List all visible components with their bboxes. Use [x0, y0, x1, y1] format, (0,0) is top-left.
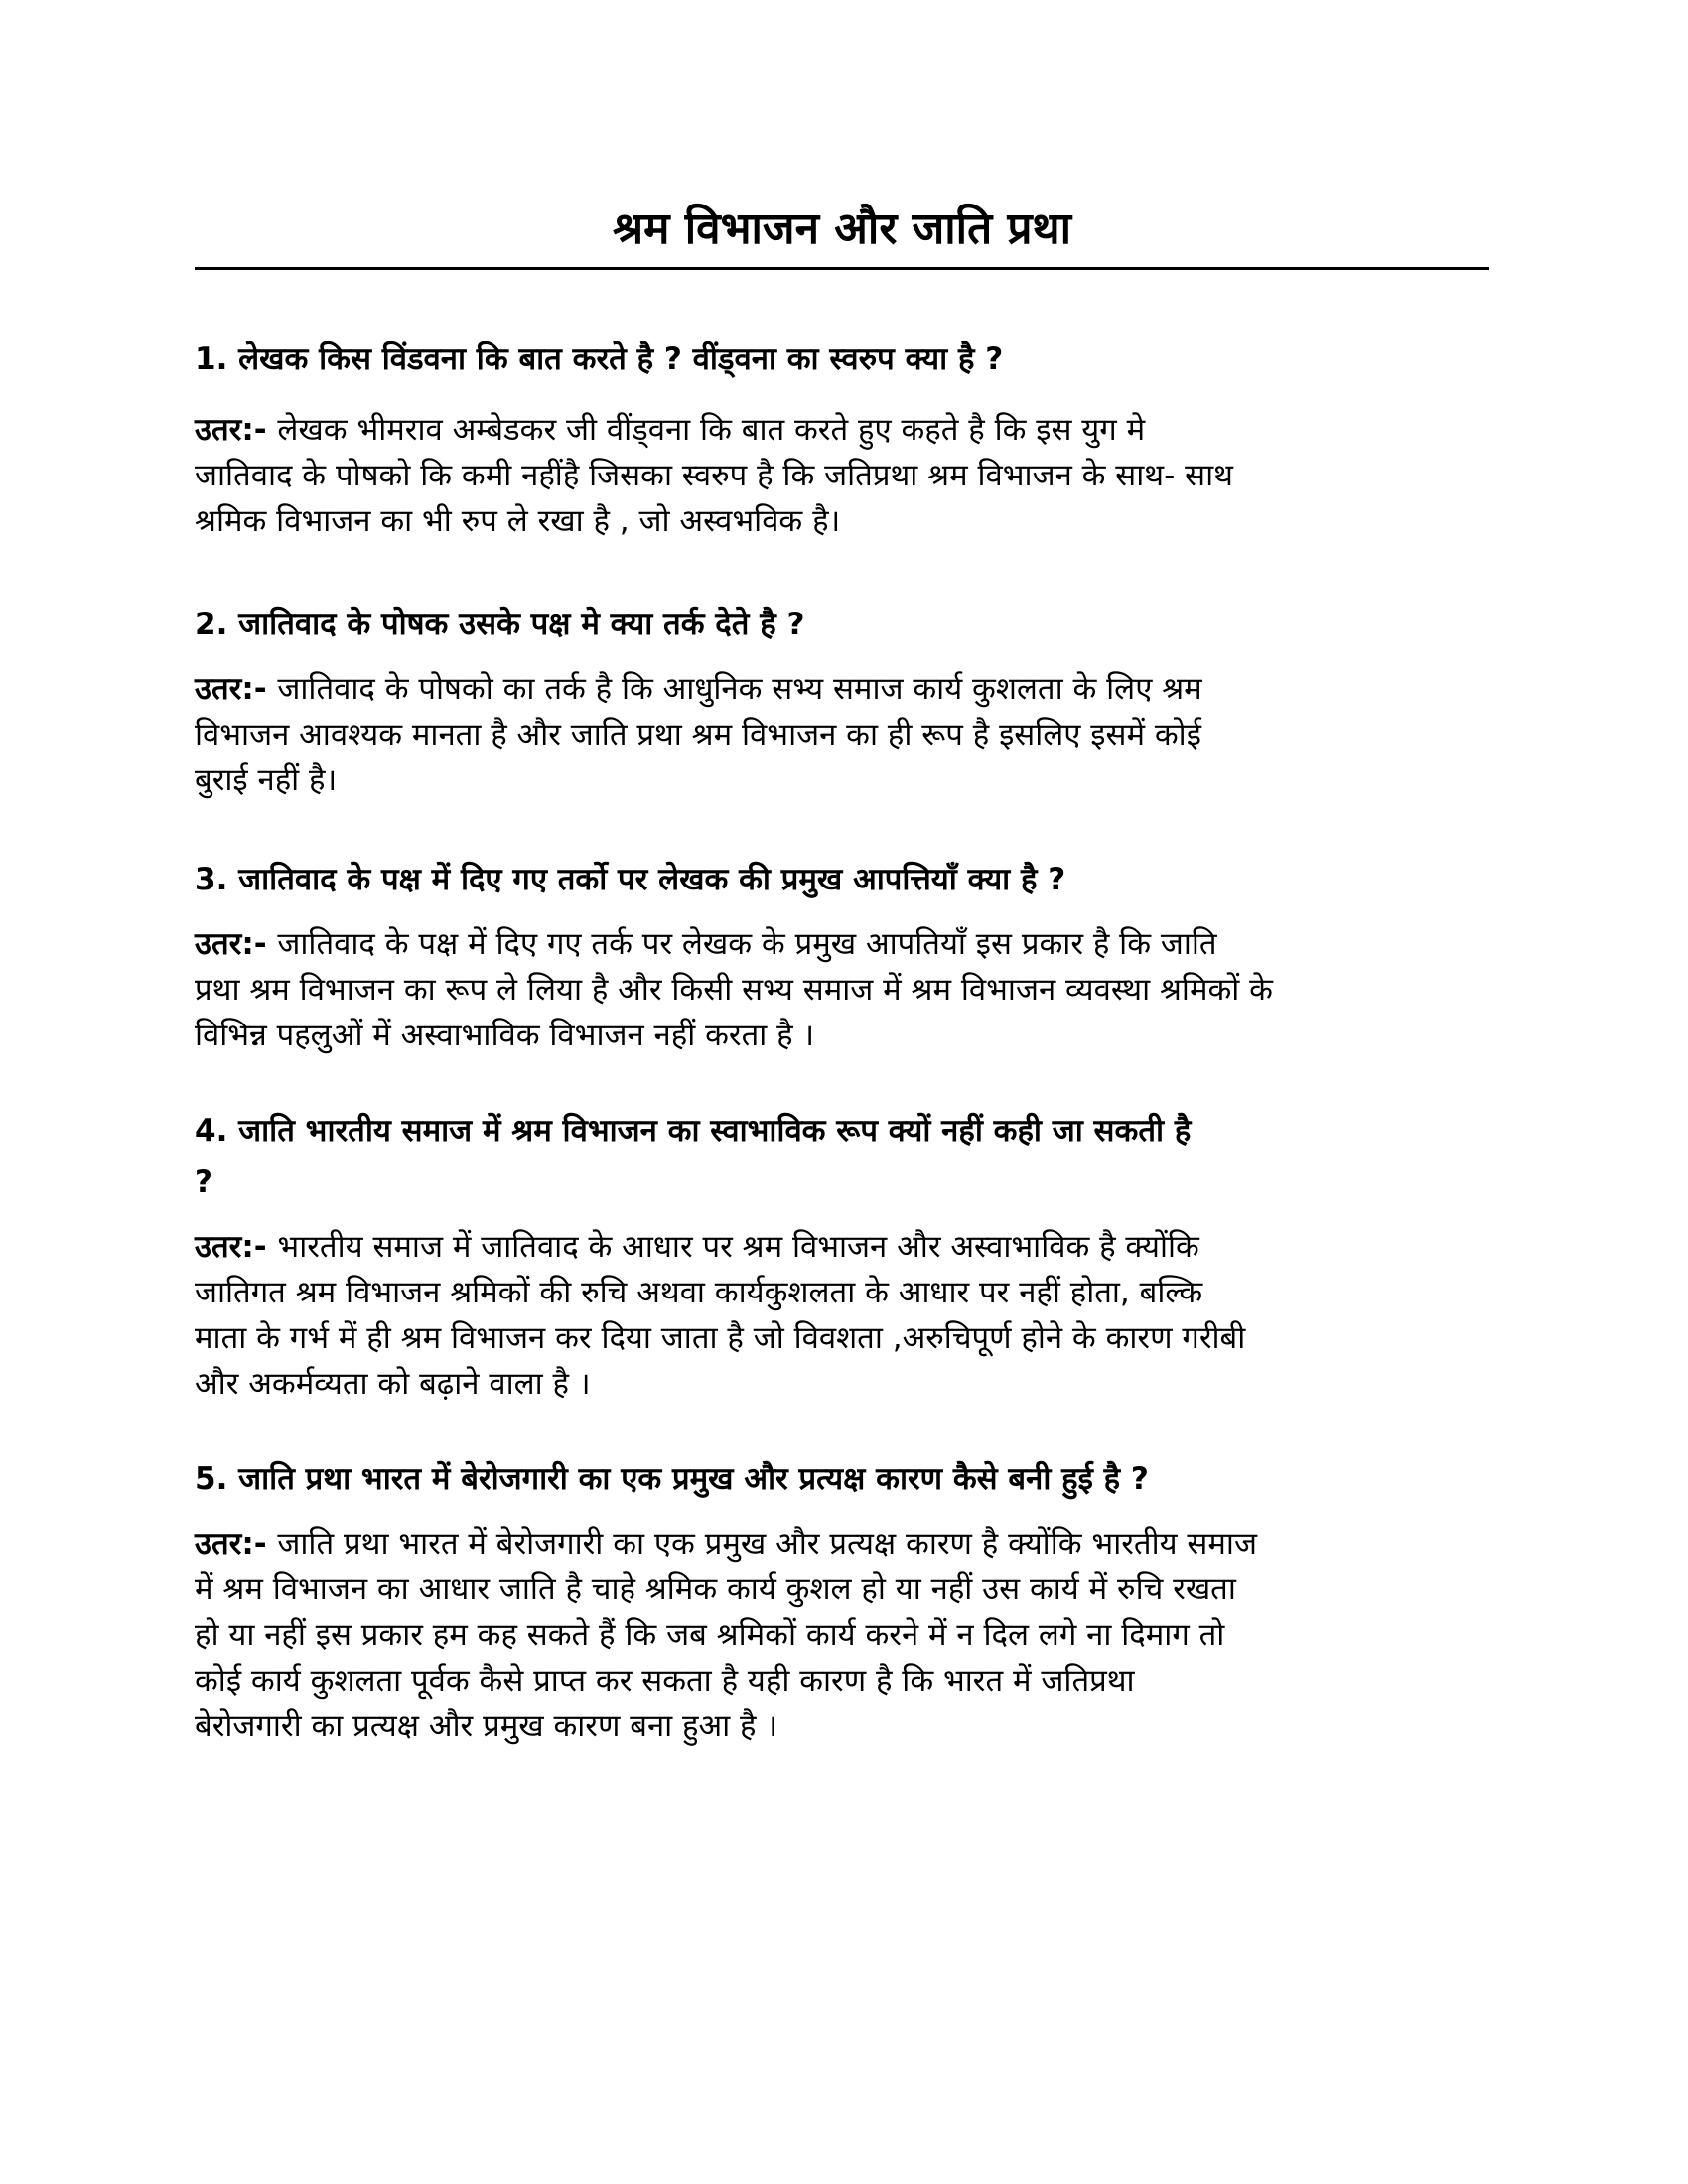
answer-line	[195, 666, 1489, 712]
answer-1	[195, 407, 1489, 544]
question-line: 1. लेखक किस विंडवना कि बात करते है ? वींड्वना का स्वरुप क्या है ?	[195, 341, 1004, 377]
answer-line: विभाजन आवश्यक मानता है और जाति प्रथा श्रम विभाजन का ही रूप है इसलिए इसमें कोई	[195, 717, 1201, 752]
answer-2	[195, 666, 1489, 803]
question-line: ?	[195, 1164, 212, 1200]
answer-text: जातिवाद के पक्ष में दिए गए तर्क पर लेखक के प्रमुख आपतियाँ इस प्रकार है कि जाति	[277, 926, 1217, 962]
qa-item-2	[195, 599, 1489, 803]
answer-3	[195, 921, 1489, 1058]
question-3	[195, 854, 1489, 905]
question-line: 5. जाति प्रथा भारत में बेरोजगारी का एक प्रमुख और प्रत्यक्ष कारण कैसे बनी हुई है ?	[195, 1461, 1149, 1497]
answer-line: जातिवाद के पोषको कि कमी नहींहै जिसका स्वरुप है कि जतिप्रथा श्रम विभाजन के साथ- साथ	[195, 458, 1233, 493]
question-1	[195, 334, 1489, 385]
answer-5	[195, 1521, 1489, 1749]
answer-4	[195, 1224, 1489, 1407]
question-2	[195, 599, 1489, 650]
answer-line: विभिन्न पहलुओं में अस्वाभाविक विभाजन नहीं करता है ।	[195, 1018, 815, 1053]
answer-line: कोई कार्य कुशलता पूर्वक कैसे प्राप्त कर सकता है यही कारण है कि भारत में जतिप्रथा	[195, 1663, 1135, 1699]
answer-line: हो या नहीं इस प्रकार हम कह सकते हैं कि जब श्रमिकों कार्य करने में न दिल लगे ना दिमाग तो	[195, 1617, 1225, 1653]
document-title: श्रम विभाजन और जाति प्रथा	[612, 204, 1072, 254]
answer-label: उतर:-	[195, 926, 278, 962]
answer-line: में श्रम विभाजन का आधार जाति है चाहे श्रमिक कार्य कुशल हो या नहीं उस कार्य में रुचि रखता	[195, 1571, 1236, 1607]
answer-label: उतर:-	[195, 412, 278, 448]
answer-line: बुराई नहीं है।	[195, 762, 338, 798]
answer-line: जातिगत श्रम विभाजन श्रमिकों की रुचि अथवा कार्यकुशलता के आधार पर नहीं होता, बल्कि	[195, 1275, 1203, 1310]
answer-line: माता के गर्भ में ही श्रम विभाजन कर दिया जाता है जो विवशता ,अरुचिपूर्ण होने के कारण गरीबी	[195, 1320, 1246, 1356]
answer-line: प्रथा श्रम विभाजन का रूप ले लिया है और किसी सभ्य समाज में श्रम विभाजन व्यवस्था श्रमिकों के	[195, 972, 1273, 1008]
qa-item-1	[195, 334, 1489, 544]
answer-line	[195, 921, 1489, 967]
qa-item-5	[195, 1453, 1489, 1749]
answer-label: उतर:-	[195, 1229, 278, 1265]
question-line: 2. जातिवाद के पोषक उसके पक्ष मे क्या तर्क देते है ?	[195, 607, 805, 642]
question-4	[195, 1105, 1489, 1208]
question-line: 3. जातिवाद के पक्ष में दिए गए तर्को पर लेखक की प्रमुख आपत्तियाँ क्या है ?	[195, 862, 1066, 897]
answer-line	[195, 1521, 1489, 1567]
answer-label: उतर:-	[195, 671, 278, 707]
answer-line	[195, 1224, 1489, 1270]
title-underline-rule	[195, 267, 1489, 270]
qa-item-4	[195, 1105, 1489, 1407]
answer-line: बेरोजगारी का प्रत्यक्ष और प्रमुख कारण बना हुआ है ।	[195, 1708, 778, 1744]
answer-text: लेखक भीमराव अम्बेडकर जी वींड्वना कि बात करते हुए कहते है कि इस युग मे	[277, 412, 1146, 448]
answer-line	[195, 407, 1489, 453]
question-line: 4. जाति भारतीय समाज में श्रम विभाजन का स्वाभाविक रूप क्यों नहीं कही जा सकती है	[195, 1113, 1192, 1149]
qa-item-3	[195, 854, 1489, 1058]
question-5	[195, 1453, 1489, 1505]
answer-text: भारतीय समाज में जातिवाद के आधार पर श्रम विभाजन और अस्वाभाविक है क्योंकि	[277, 1229, 1199, 1265]
answer-text: जातिवाद के पोषको का तर्क है कि आधुनिक सभ्य समाज कार्य कुशलता के लिए श्रम	[277, 671, 1202, 707]
answer-text: जाति प्रथा भारत में बेरोजगारी का एक प्रमुख और प्रत्यक्ष कारण है क्योंकि भारतीय समाज	[277, 1526, 1257, 1562]
answer-label: उतर:-	[195, 1526, 278, 1562]
answer-line: और अकर्मव्यता को बढ़ाने वाला है ।	[195, 1366, 591, 1402]
answer-line: श्रमिक विभाजन का भी रुप ले रखा है , जो अस्वभविक है।	[195, 503, 841, 539]
